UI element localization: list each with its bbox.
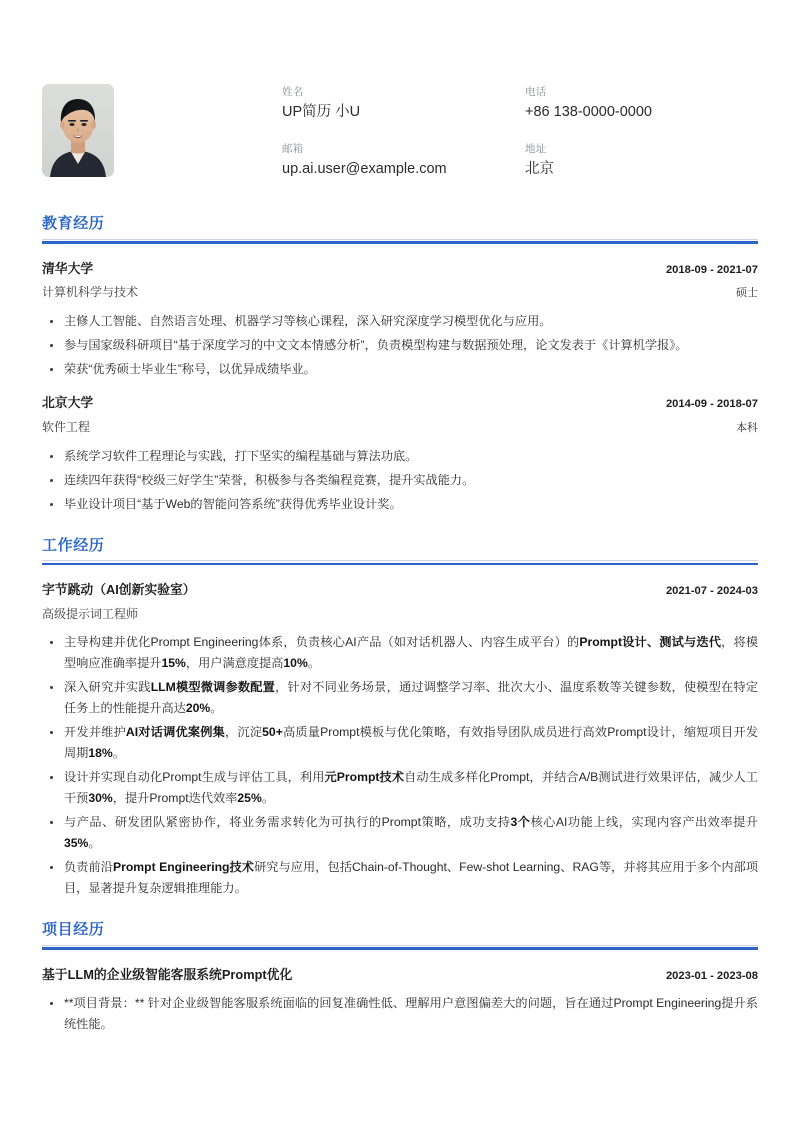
bullet-text: 主导构建并优化Prompt Engineering体系，负责核心AI产品（如对话机器人、内容生成平台）的 bbox=[64, 635, 580, 650]
entry-header-row bbox=[42, 394, 758, 413]
bullet-text: 系统学习软件工程理论与实践，打下坚实的编程基础与算法功底。 bbox=[64, 448, 418, 463]
bullet-text: 主修人工智能、自然语言处理、机器学习等核心课程，深入研究深度学习模型优化与应用。 bbox=[64, 314, 552, 329]
resume-sections bbox=[42, 215, 758, 1035]
section-rule-accent bbox=[42, 563, 758, 566]
bullet-item bbox=[42, 335, 758, 356]
contact-value-email: up.ai.user@example.com bbox=[282, 161, 447, 178]
bullet-item bbox=[42, 494, 758, 515]
entry bbox=[42, 581, 758, 899]
entry-subtitle: 计算机科学与技术 bbox=[42, 285, 139, 300]
entry bbox=[42, 966, 758, 1036]
entry-sub-row bbox=[42, 606, 758, 623]
section-title-education: 教育经历 bbox=[42, 214, 105, 232]
bullet-emphasis: 50+ bbox=[262, 725, 283, 740]
bullet-emphasis: Prompt设计、测试与迭代 bbox=[579, 635, 722, 650]
bullet-text: 连续四年获得“校级三好学生”荣誉，积极参与各类编程竞赛，提升实战能力。 bbox=[64, 472, 475, 487]
contact-value-phone: +86 138-0000-0000 bbox=[525, 103, 652, 120]
bullet-item bbox=[42, 993, 758, 1035]
bullet-item bbox=[42, 359, 758, 380]
contact-field-phone bbox=[525, 86, 758, 121]
contact-value-name: UP简历 小U bbox=[282, 103, 361, 120]
bullet-item bbox=[42, 311, 758, 332]
entry-meta: 硕士 bbox=[736, 287, 758, 300]
entry-date: 2023-01 - 2023-08 bbox=[665, 969, 758, 982]
bullet-text: 。 bbox=[88, 836, 101, 851]
bullet-text: 。 bbox=[112, 746, 125, 761]
bullet-text: ，提升Prompt迭代效率 bbox=[112, 791, 238, 806]
bullet-item bbox=[42, 767, 758, 809]
bullet-item bbox=[42, 857, 758, 899]
bullet-text: 毕业设计项目“基于Web的智能问答系统”获得优秀毕业设计奖。 bbox=[64, 496, 402, 511]
entry-sub-row bbox=[42, 284, 758, 302]
entry-sub-row bbox=[42, 419, 758, 437]
bullet-emphasis: 10% bbox=[283, 656, 308, 671]
bullet-emphasis: Prompt Engineering技术 bbox=[112, 860, 255, 875]
bullet-item bbox=[42, 446, 758, 467]
bullet-list bbox=[42, 632, 758, 899]
entry-date: 2021-07 - 2024-03 bbox=[665, 585, 758, 598]
bullet-text: **项目背景：** 针对企业级智能客服系统面临的回复准确性低、理解用户意图偏差大的问题，旨在通过Prompt Engineering提升系统性能。 bbox=[64, 996, 758, 1032]
bullet-item bbox=[42, 470, 758, 491]
contact-field-email bbox=[282, 143, 515, 178]
bullet-text: ，将模型响应准确率提升 bbox=[64, 635, 759, 671]
contact-label-phone: 电话 bbox=[525, 86, 547, 98]
bullet-item bbox=[42, 812, 758, 854]
section-rule-light bbox=[42, 239, 758, 240]
entry-date: 2014-09 - 2018-07 bbox=[665, 398, 758, 411]
bullet-emphasis: 3个 bbox=[510, 815, 531, 830]
bullet-list bbox=[42, 993, 758, 1035]
bullet-item bbox=[42, 722, 758, 764]
entry-header-row bbox=[42, 966, 758, 985]
section-title-project: 项目经历 bbox=[42, 921, 105, 938]
entry-title: 北京大学 bbox=[42, 395, 94, 411]
bullet-emphasis: 元Prompt技术 bbox=[324, 770, 405, 785]
bullet-emphasis: 25% bbox=[237, 791, 262, 806]
entry-title: 清华大学 bbox=[42, 260, 94, 276]
bullet-text: 参与国家级科研项目“基于深度学习的中文文本情感分析”，负责模型构建与数据预处理，论文发表于《计算机学报》。 bbox=[64, 338, 688, 353]
bullet-text: 深入研究并实践 bbox=[64, 680, 151, 695]
bullet-emphasis: 30% bbox=[88, 791, 113, 806]
bullet-text: 高质量Prompt模板与优化策略，有效指导团队成员进行高效Prompt设计，缩短项目开发周期 bbox=[64, 725, 759, 761]
entry-date: 2018-09 - 2021-07 bbox=[665, 263, 758, 276]
contact-field-address bbox=[525, 143, 758, 178]
section-education bbox=[42, 215, 758, 515]
section-rule-light bbox=[42, 945, 758, 946]
section-work bbox=[42, 537, 758, 900]
contact-value-address: 北京 bbox=[525, 161, 554, 178]
bullet-text: 荣获“优秀硕士毕业生”称号，以优异成绩毕业。 bbox=[64, 362, 316, 377]
bullet-text: 研究与应用，包括Chain-of-Thought、Few-shot Learning、RAG等，并将其应用于多个内部项目，显著提升复杂逻辑推理能力。 bbox=[64, 860, 759, 896]
section-rule-accent bbox=[42, 241, 758, 244]
bullet-item bbox=[42, 632, 758, 674]
bullet-emphasis: 35% bbox=[64, 836, 89, 851]
portrait-photo-icon bbox=[42, 84, 114, 177]
bullet-text: ，针对不同业务场景，通过调整学习率、批次大小、温度系数等关键参数，使模型在特定任务上的性能提升高达 bbox=[64, 680, 759, 716]
bullet-text: 。 bbox=[210, 701, 223, 716]
section-title-work: 工作经历 bbox=[42, 536, 105, 554]
resume-header bbox=[42, 0, 758, 189]
entry-meta: 本科 bbox=[736, 421, 758, 434]
contact-field-name bbox=[282, 86, 515, 121]
bullet-text: 设计并实现自动化Prompt生成与评估工具，利用 bbox=[64, 770, 325, 785]
entry-header-row bbox=[42, 260, 758, 279]
bullet-emphasis: 20% bbox=[185, 701, 211, 716]
bullet-text: 负责前沿 bbox=[64, 860, 113, 875]
contact-label-email: 邮箱 bbox=[282, 143, 304, 156]
bullet-emphasis: LLM模型微调参数配置 bbox=[150, 680, 276, 695]
contact-label-address: 地址 bbox=[525, 143, 547, 156]
section-rule-light bbox=[42, 560, 758, 561]
bullet-text: ，用户满意度提高 bbox=[185, 656, 284, 671]
entry-title: 基于LLM的企业级智能客服系统Prompt优化 bbox=[42, 966, 293, 982]
bullet-text: ，沉淀 bbox=[224, 725, 263, 740]
entry-subtitle: 高级提示词工程师 bbox=[42, 606, 139, 621]
bullet-text: 开发并维护 bbox=[64, 725, 126, 740]
entry-title: 字节跳动（AI创新实验室） bbox=[42, 582, 196, 598]
entry bbox=[42, 394, 758, 514]
bullet-text: 。 bbox=[307, 656, 320, 671]
entry bbox=[42, 260, 758, 380]
bullet-list bbox=[42, 446, 758, 515]
contact-grid bbox=[282, 86, 758, 179]
bullet-text: 。 bbox=[261, 791, 274, 806]
bullet-list bbox=[42, 311, 758, 380]
bullet-emphasis: 18% bbox=[88, 746, 113, 761]
section-rule-accent bbox=[42, 947, 758, 950]
entry-header-row bbox=[42, 581, 758, 600]
avatar bbox=[42, 84, 114, 177]
contact-label-name: 姓名 bbox=[282, 86, 304, 98]
section-project bbox=[42, 921, 758, 1035]
bullet-text: 自动生成多样化Prompt，并结合A/B测试进行效果评估，减少人工干预 bbox=[64, 770, 758, 806]
bullet-text: 核心AI功能上线，实现内容产出效率提升 bbox=[530, 815, 758, 830]
bullet-emphasis: 15% bbox=[161, 656, 186, 671]
entry-subtitle: 软件工程 bbox=[42, 419, 91, 434]
bullet-text: 与产品、研发团队紧密协作，将业务需求转化为可执行的Prompt策略，成功支持 bbox=[64, 815, 511, 830]
bullet-emphasis: AI对话调优案例集 bbox=[125, 725, 225, 740]
bullet-item bbox=[42, 677, 758, 719]
